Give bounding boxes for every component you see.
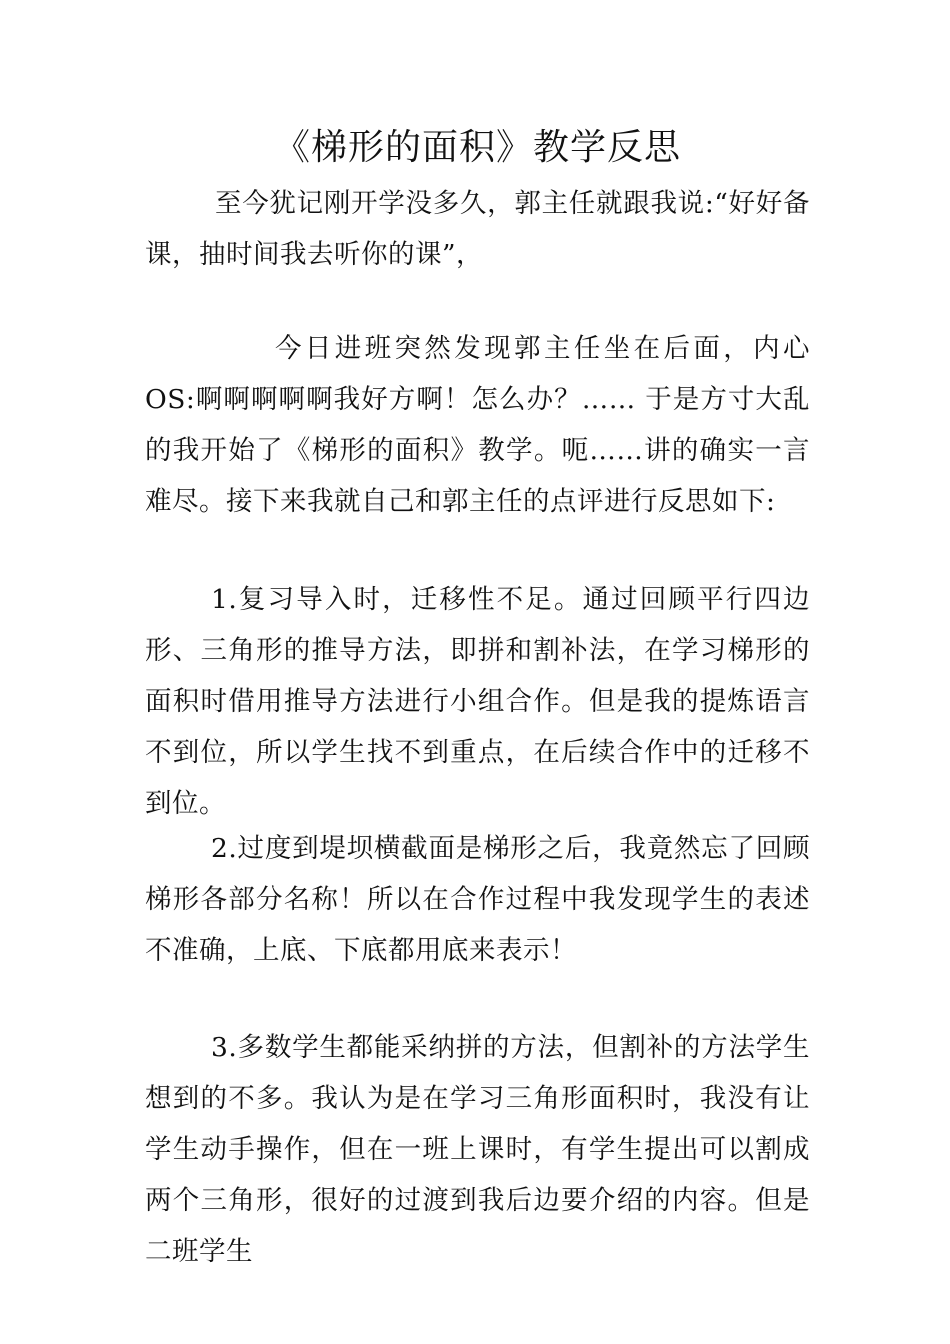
paragraph-intro: 至今犹记刚开学没多久，郭主任就跟我说:“好好备课，抽时间我去听你的课”， [145, 188, 810, 270]
document-title: 《梯形的面积》教学反思 [273, 127, 681, 168]
paragraph-class-visit: 今日进班突然发现郭主任坐在后面，内心OS:啊啊啊啊啊我好方啊！怎么办？…… 于是方寸大乱的我开始了《梯形的面积》教学。呃……讲的确实一言难尽。接下来我就自己和郭主任的点评进行反思如下: [145, 333, 810, 517]
paragraph-reflection-2: 2.过度到堤坝横截面是梯形之后，我竟然忘了回顾梯形各部分名称！所以在合作过程中我发现学生的表述不准确，上底、下底都用底来表示！ [145, 833, 810, 966]
paragraph-reflection-1: 1.复习导入时，迁移性不足。通过回顾平行四边形、三角形的推导方法，即拼和割补法，在学习梯形的面积时借用推导方法进行小组合作。但是我的提炼语言不到位，所以学生找不到重点，在后续合作中的迁移不到位。 [145, 584, 810, 819]
paragraph-reflection-3: 3.多数学生都能采纳拼的方法，但割补的方法学生想到的不多。我认为是在学习三角形面积时，我没有让学生动手操作，但在一班上课时，有学生提出可以割成两个三角形，很好的过渡到我后边要介绍的内容。但是二班学生 [145, 1032, 810, 1267]
